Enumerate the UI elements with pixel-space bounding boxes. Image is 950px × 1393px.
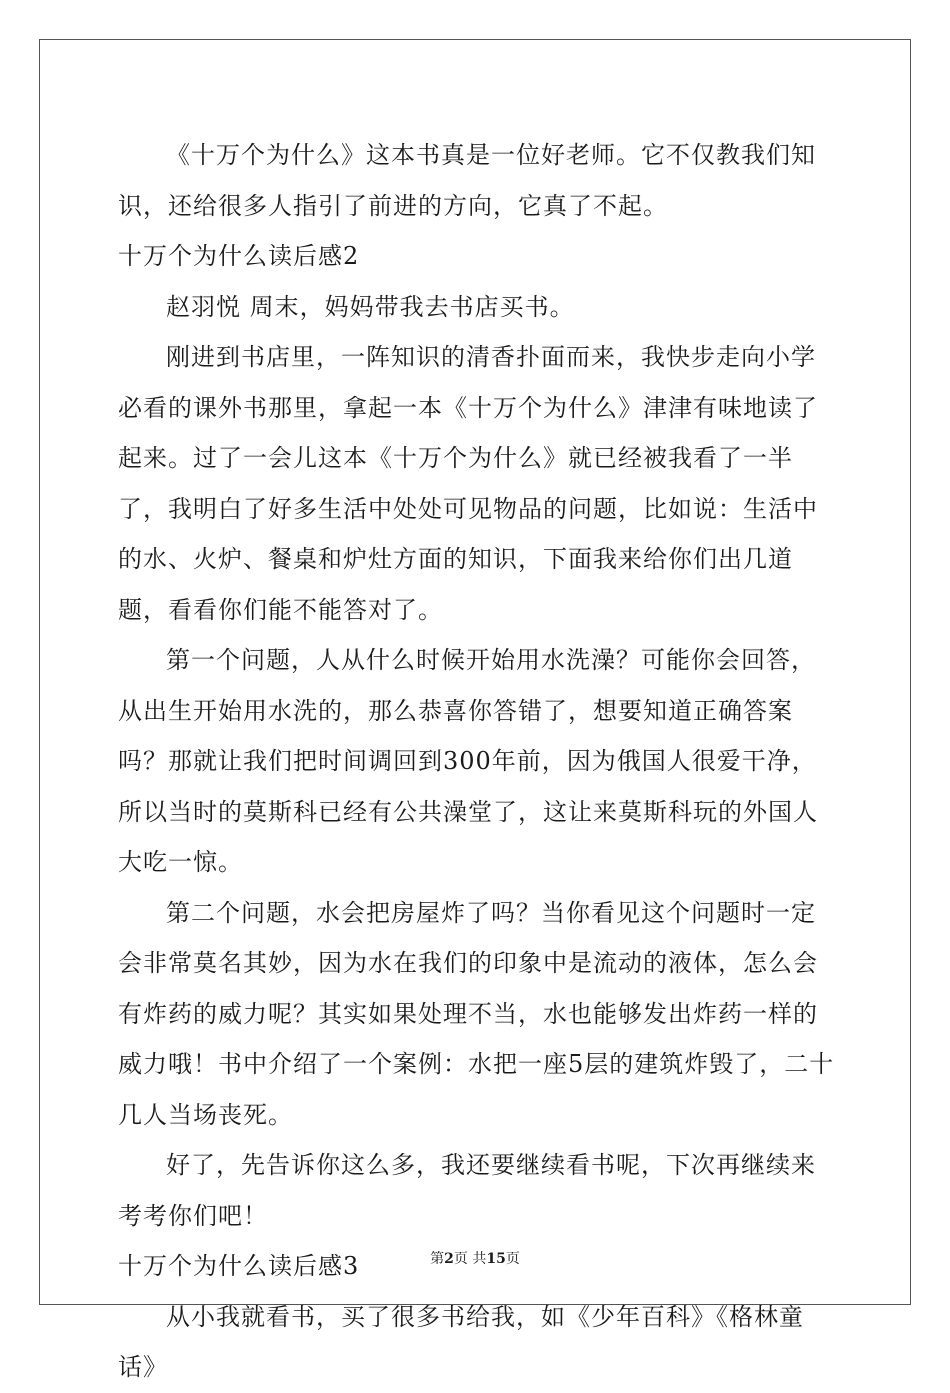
footer-prefix: 第 xyxy=(430,1251,445,1267)
current-page-number: 2 xyxy=(444,1251,454,1267)
paragraph-5: 第二个问题，水会把房屋炸了吗？当你看见这个问题时一定会非常莫名其妙，因为水在我们的印象中是流动的液体，怎么会有炸药的威力呢？其实如果处理不当，水也能够发出炸药一样的威力哦！书中介绍了一个案例：水把一座5层的建筑炸毁了，二十几人当场丧死。 xyxy=(118,898,835,1129)
page-footer xyxy=(0,1248,950,1268)
paragraph-7: 从小我就看书，买了很多书给我，如《少年百科》《格林童话》 xyxy=(118,1302,804,1381)
paragraph-2: 赵羽悦 周末，妈妈带我去书店买书。 xyxy=(166,292,575,321)
footer-middle: 页 共 xyxy=(453,1251,487,1267)
paragraph-4: 第一个问题，人从什么时候开始用水洗澡？可能你会回答，从出生开始用水洗的，那么恭喜你答错了，想要知道正确答案吗？那就让我们把时间调回到300年前，因为俄国人很爱干净，所以当时的莫斯科已经有公共澡堂了，这让来莫斯科玩的外国人大吃一惊。 xyxy=(118,646,818,876)
section-heading-3: 十万个为什么读后感3 xyxy=(118,1252,360,1280)
total-page-number: 15 xyxy=(486,1251,506,1267)
paragraph-3: 刚进到书店里，一阵知识的清香扑面而来，我快步走向小学必看的课外书那里，拿起一本《十万个为什么》津津有味地读了起来。过了一会儿这本《十万个为什么》就已经被我看了一半了，我明白了好多生活中处处可见物品的问题，比如说：生活中的水、火炉、餐桌和炉灶方面的知识，下面我来给你们出几道题，看看你们能不能答对了。 xyxy=(118,343,818,624)
paragraph-1: 《十万个为什么》这本书真是一位好老师。它不仅教我们知识，还给很多人指引了前进的方向，它真了不起。 xyxy=(118,141,816,220)
section-heading-2: 十万个为什么读后感2 xyxy=(118,242,360,270)
document-body xyxy=(118,130,838,1393)
paragraph-6: 好了，先告诉你这么多，我还要继续看书呢，下次再继续来考考你们吧！ xyxy=(118,1151,816,1230)
footer-suffix: 页 xyxy=(505,1251,520,1267)
